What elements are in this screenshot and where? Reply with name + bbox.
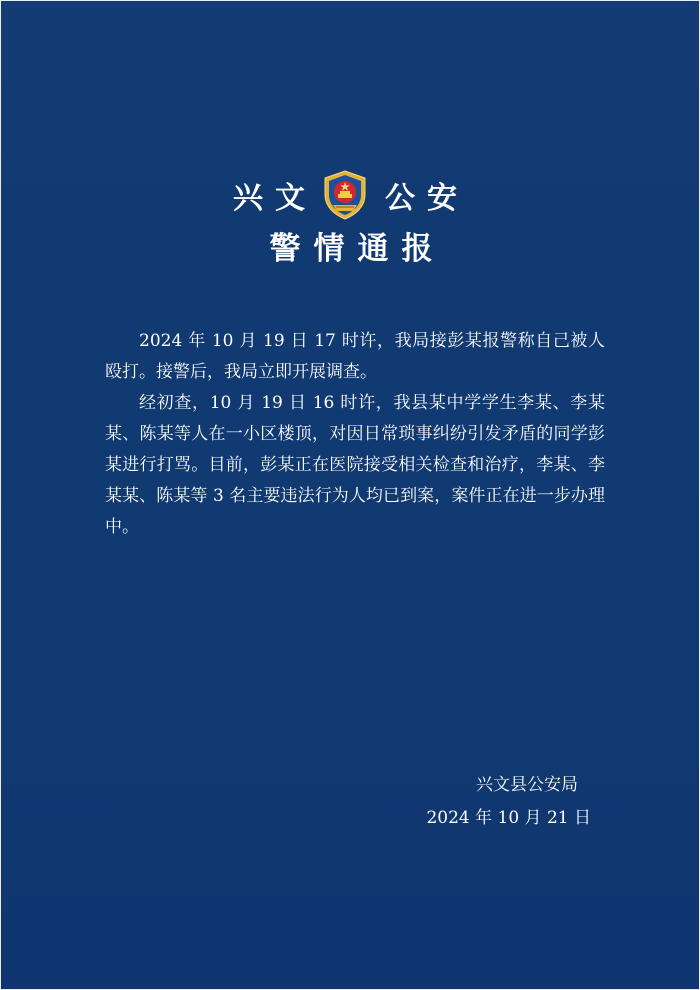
notice-title: 警情通报 [269, 231, 446, 267]
issue-date: 2024 年 10 月 21 日 [426, 808, 591, 828]
agency-name-right: 公安 [385, 181, 469, 216]
issuing-organization: 兴文县公安局 [476, 775, 578, 795]
signature-block [426, 769, 591, 835]
notice-body [105, 326, 605, 543]
agency-name-left: 兴文 [233, 181, 317, 216]
police-emblem-icon [319, 169, 371, 221]
paragraph-investigation: 经初查，10 月 19 日 16 时许，我县某中学学生李某、李某某、陈某等人在一小区楼顶，对因日常琐事纠纷引发矛盾的同学彭某进行打骂。目前，彭某正在医院接受相关检查和治疗，李某、李某某、陈某等 3 名主要违法行为人均已到案，案件正在进一步办理中。 [105, 393, 605, 537]
paragraph-report: 2024 年 10 月 19 日 17 时许，我局接彭某报警称自己被人殴打。接警后，我局立即开展调查。 [105, 331, 605, 382]
agency-title [1, 169, 700, 221]
